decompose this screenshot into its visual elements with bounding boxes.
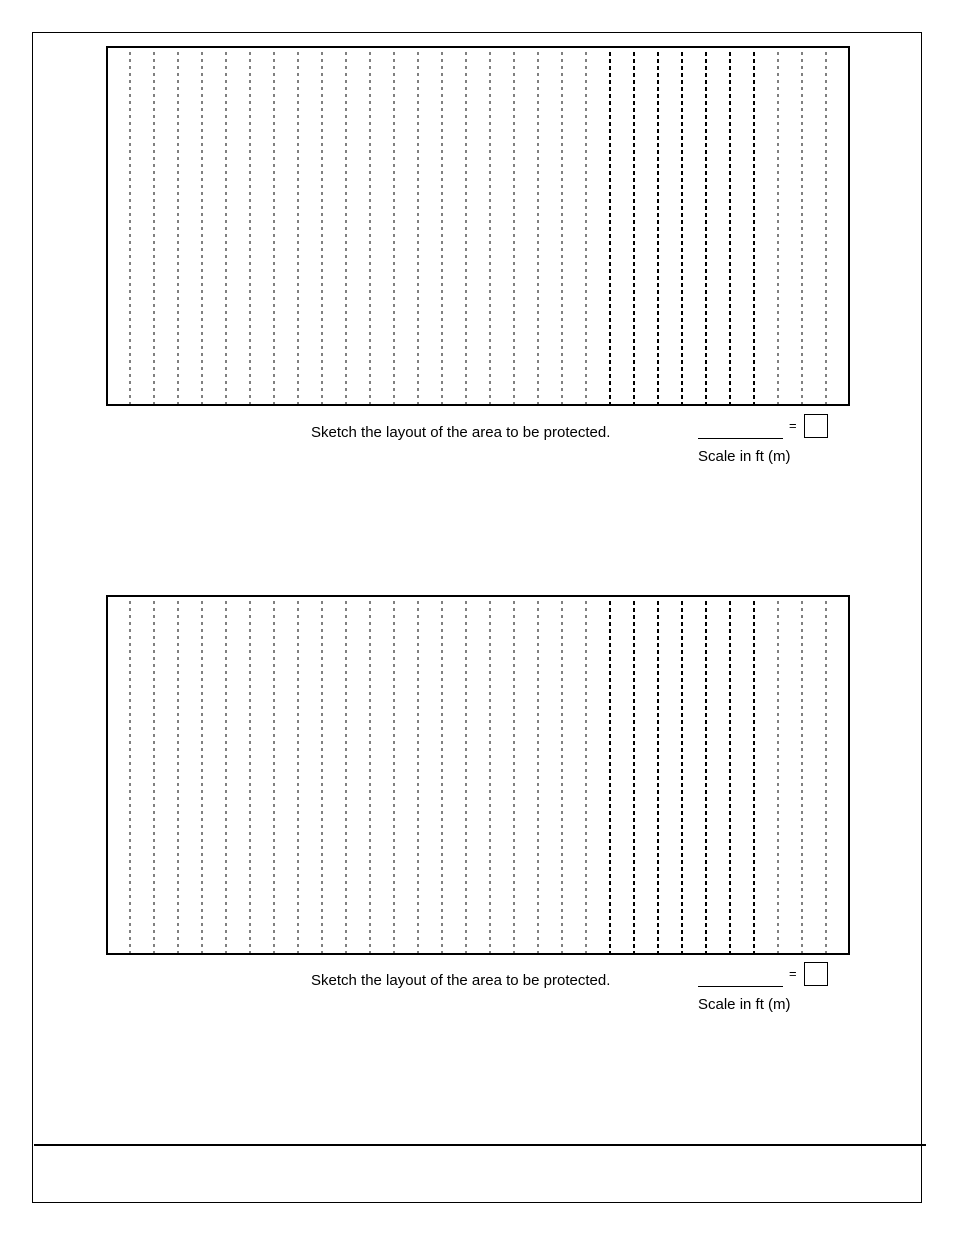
equals-sign-top: =	[789, 418, 797, 433]
sketch-caption-top: Sketch the layout of the area to be protected.	[311, 424, 611, 441]
sketch-grid-bottom[interactable]	[106, 595, 850, 955]
scale-label-top: Scale in ft (m)	[698, 448, 791, 465]
scale-value-field-bottom[interactable]	[698, 986, 783, 987]
dashed-grid-lines	[108, 597, 850, 955]
dashed-grid-lines	[108, 48, 850, 406]
sketch-caption-bottom: Sketch the layout of the area to be protected.	[311, 972, 611, 989]
equals-sign-bottom: =	[789, 966, 797, 981]
scale-value-field-top[interactable]	[698, 438, 783, 439]
scale-label-bottom: Scale in ft (m)	[698, 996, 791, 1013]
sketch-grid-top[interactable]	[106, 46, 850, 406]
scale-box-bottom[interactable]	[804, 962, 828, 986]
footer-divider	[34, 1144, 926, 1146]
scale-box-top[interactable]	[804, 414, 828, 438]
